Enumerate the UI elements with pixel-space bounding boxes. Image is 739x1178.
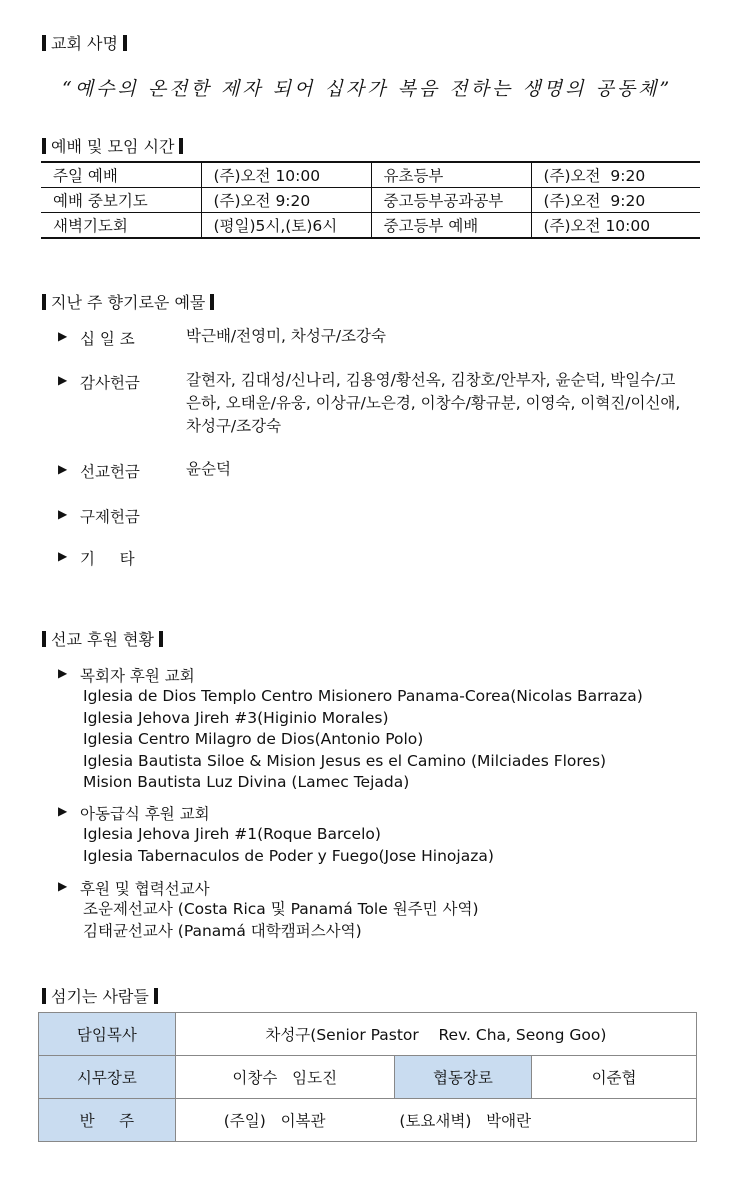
title-bar-right (159, 631, 163, 647)
triangle-bullet-icon: ▶ (58, 804, 68, 818)
list-item: Iglesia Centro Milagro de Dios(Antonio Polo) (83, 730, 424, 749)
table-row (39, 1013, 697, 1056)
offering-item-relief (58, 505, 686, 527)
offering-item-thanks (58, 371, 681, 438)
offering-label: 십 일 조 (80, 330, 135, 348)
table-cell: (주)오전 10:00 (201, 162, 371, 188)
table-cell: (주)오전 9:20 (201, 188, 371, 213)
triangle-bullet-icon: ▶ (58, 549, 68, 563)
triangle-bullet-icon: ▶ (58, 879, 68, 893)
list-item: 김태균선교사 (Panamá 대학캠퍼스사역) (83, 921, 362, 940)
table-row (41, 213, 700, 239)
mission-group-head: 목회자 후원 교회 (80, 667, 195, 685)
section-title-staff (42, 984, 158, 1007)
list-item: Iglesia Jehova Jireh #3(Higinio Morales) (83, 708, 389, 727)
offering-names: 갈현자, 김대성/신나리, 김용영/황선옥, 김창호/안부자, 윤순덕, 박일수/고은하, 오태운/유웅, 이상규/노은경, 이창수/황규분, 이영숙, 이혁진/이신애, 차성구/조강숙 (186, 371, 681, 435)
table-row (41, 188, 700, 213)
staff-table (38, 1012, 697, 1142)
title-bar-right (123, 35, 127, 51)
worship-schedule-table (41, 161, 700, 239)
title-bar-left (42, 294, 46, 310)
list-item: Iglesia Bautista Siloe & Mision Jesus es el Camino (Milciades Flores) (83, 751, 607, 770)
table-cell: (주)오전 10:00 (531, 213, 700, 239)
list-item: Iglesia Tabernaculos de Poder y Fuego(Jose Hinojaza) (83, 846, 494, 865)
elder-label: 시무장로 (39, 1056, 176, 1099)
title-bar-left (42, 138, 46, 154)
elder-value: 이창수 임도진 (175, 1056, 394, 1099)
table-cell: (주)오전 9:20 (531, 188, 700, 213)
accompanist-label: 반 주 (39, 1099, 176, 1142)
section-title-worship (42, 134, 183, 157)
mission-group-child-meal (58, 802, 494, 867)
offering-label: 기 타 (80, 550, 135, 568)
offering-item-other (58, 547, 686, 569)
offerings-title: 지난 주 향기로운 예물 (51, 293, 206, 312)
assoc-elder-value: 이준협 (532, 1056, 697, 1099)
offering-label: 선교헌금 (80, 463, 140, 481)
table-cell: (평일)5시,(토)6시 (201, 213, 371, 239)
offering-names (186, 503, 686, 527)
vision-title: 교회 사명 (51, 34, 118, 53)
triangle-bullet-icon: ▶ (58, 329, 68, 343)
offering-names: 윤순덕 (186, 460, 231, 478)
title-bar-right (154, 988, 158, 1004)
list-item: Iglesia de Dios Templo Centro Misionero Panama-Corea(Nicolas Barraza) (83, 687, 643, 705)
assoc-elder-label: 협동장로 (394, 1056, 531, 1099)
mission-group-head: 아동급식 후원 교회 (80, 805, 210, 823)
table-cell: 예배 중보기도 (41, 188, 201, 213)
mission-title: 선교 후원 현황 (51, 630, 154, 649)
table-cell: 주일 예배 (41, 162, 201, 188)
offering-item-tithe (58, 327, 686, 349)
table-row (41, 162, 700, 188)
title-bar-right (210, 294, 214, 310)
offering-names (186, 545, 686, 569)
list-item: 조운제선교사 (Costa Rica 및 Panamá Tole 원주민 사역) (83, 900, 479, 918)
section-title-vision (42, 31, 127, 54)
offering-names: 박근배/전영미, 차성구/조강숙 (186, 327, 386, 345)
pastor-label: 담임목사 (39, 1013, 176, 1056)
triangle-bullet-icon: ▶ (58, 373, 68, 387)
triangle-bullet-icon: ▶ (58, 666, 68, 680)
title-bar-left (42, 988, 46, 1004)
list-item: Iglesia Jehova Jireh #1(Roque Barcelo) (83, 825, 381, 843)
offering-item-mission (58, 460, 686, 482)
title-bar-right (179, 138, 183, 154)
mission-group-head: 후원 및 협력선교사 (80, 880, 210, 898)
pastor-value: 차성구(Senior Pastor Rev. Cha, Seong Goo) (175, 1013, 696, 1056)
table-cell: (주)오전 9:20 (531, 162, 700, 188)
staff-title: 섬기는 사람들 (51, 987, 149, 1006)
mission-group-pastor-support (58, 664, 643, 794)
section-title-offerings (42, 290, 214, 313)
triangle-bullet-icon: ▶ (58, 507, 68, 521)
table-cell: 새벽기도회 (41, 213, 201, 239)
triangle-bullet-icon: ▶ (58, 462, 68, 476)
table-cell: 중고등부 예배 (371, 213, 531, 239)
table-cell: 중고등부공과공부 (371, 188, 531, 213)
church-motto: “예수의 온전한 제자 되어 십자가 복음 전하는 생명의 공동체” (62, 78, 673, 100)
mission-group-missionaries (58, 877, 479, 942)
offering-label: 감사헌금 (80, 374, 140, 392)
table-cell: 유초등부 (371, 162, 531, 188)
worship-title: 예배 및 모임 시간 (51, 137, 175, 156)
list-item: Mision Bautista Luz Divina (Lamec Tejada) (83, 773, 410, 792)
table-row (39, 1099, 697, 1142)
accompanist-value: (주일) 이복관 (토요새벽) 박애란 (175, 1099, 696, 1142)
table-row (39, 1056, 697, 1099)
title-bar-left (42, 35, 46, 51)
title-bar-left (42, 631, 46, 647)
offering-label: 구제헌금 (80, 508, 140, 526)
section-title-mission (42, 627, 163, 650)
